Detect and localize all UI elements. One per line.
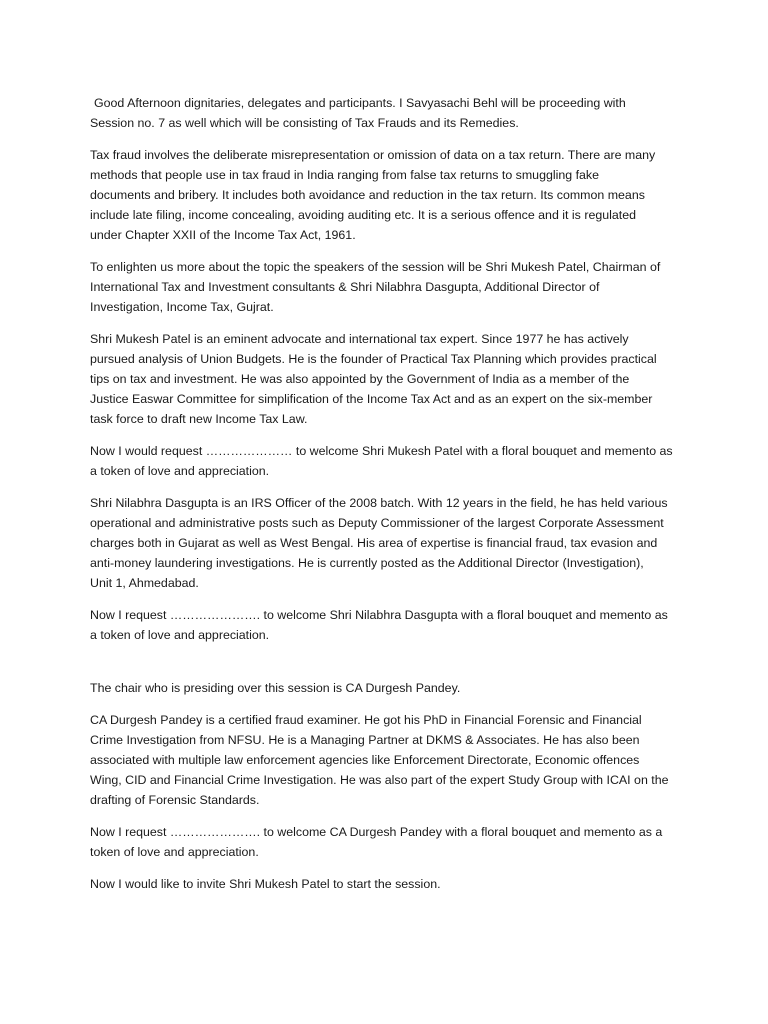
paragraph-invite-session-start: Now I would like to invite Shri Mukesh Patel to start the session. xyxy=(90,877,441,891)
paragraph-greeting: Good Afternoon dignitaries, delegates and participants. I Savyasachi Behl will be proceeding with Session no. 7 as well which will be consisting of Tax Frauds and its Remedies. xyxy=(90,96,626,130)
paragraph-welcome-nilabhra-dasgupta: Now I request …………………. to welcome Shri Nilabhra Dasgupta with a floral bouquet and memento as a token of love and appreciation. xyxy=(90,608,668,642)
paragraph-nilabhra-dasgupta-bio: Shri Nilabhra Dasgupta is an IRS Officer of the 2008 batch. With 12 years in the field, he has held various operational and administrative posts such as Deputy Commissioner of the largest Corporate Assessment charges both in Gujarat as well as West Bengal. His area of expertise is financial fraud, tax evasion and anti-money laundering investigations. He is currently posted as the Additional Director (Investigation), Unit 1, Ahmedabad. xyxy=(90,496,668,590)
paragraph-durgesh-pandey-bio: CA Durgesh Pandey is a certified fraud examiner. He got his PhD in Financial Forensic and Financial Crime Investigation from NFSU. He is a Managing Partner at DKMS & Associates. He has also been associated with multiple law enforcement agencies like Enforcement Directorate, Economic offences Wing, CID and Financial Crime Investigation. He was also part of the expert Study Group with ICAI on the drafting of Forensic Standards. xyxy=(90,713,669,807)
paragraph-welcome-mukesh-patel: Now I would request ………………… to welcome Shri Mukesh Patel with a floral bouquet and memento as a token of love and appreciation. xyxy=(90,444,673,478)
blank-line xyxy=(90,657,690,678)
document-body xyxy=(90,93,690,906)
paragraph-welcome-durgesh-pandey: Now I request …………………. to welcome CA Durgesh Pandey with a floral bouquet and memento as a token of love and appreciation. xyxy=(90,825,663,859)
paragraph-speakers-intro: To enlighten us more about the topic the speakers of the session will be Shri Mukesh Patel, Chairman of International Tax and Investment consultants & Shri Nilabhra Dasgupta, Additional Director of Investigation, Income Tax, Gujrat. xyxy=(90,260,661,314)
paragraph-tax-fraud-definition: Tax fraud involves the deliberate misrepresentation or omission of data on a tax return. There are many methods that people use in tax fraud in India ranging from false tax returns to smuggling fake documents and bribery. It includes both avoidance and reduction in the tax return. Its common means include late filing, income concealing, avoiding auditing etc. It is a serious offence and it is regulated under Chapter XXII of the Income Tax Act, 1961. xyxy=(90,148,656,242)
paragraph-mukesh-patel-bio: Shri Mukesh Patel is an eminent advocate and international tax expert. Since 1977 he has actively pursued analysis of Union Budgets. He is the founder of Practical Tax Planning which provides practical tips on tax and investment. He was also appointed by the Government of India as a member of the Justice Easwar Committee for simplification of the Income Tax Act and as an expert on the six-member task force to draft new Income Tax Law. xyxy=(90,332,657,426)
paragraph-chair-intro: The chair who is presiding over this session is CA Durgesh Pandey. xyxy=(90,681,461,695)
